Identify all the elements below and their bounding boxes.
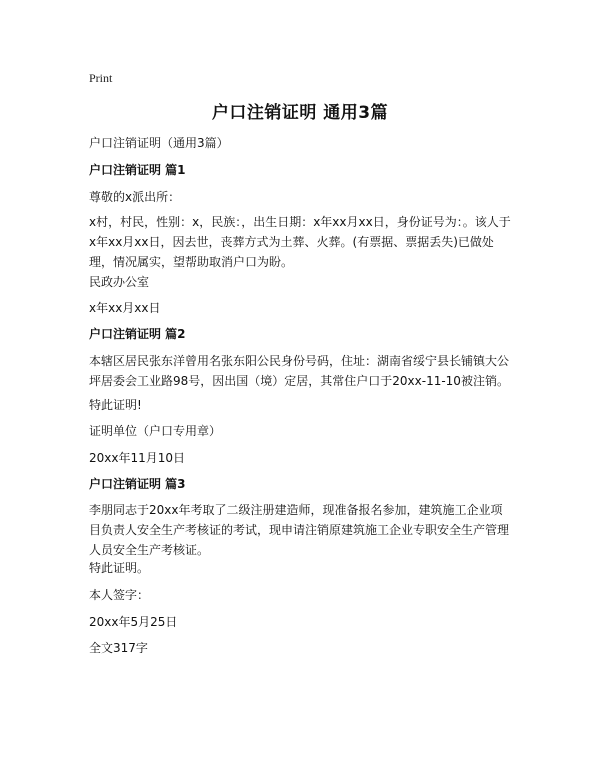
section-2-heading: 户口注销证明 篇2 — [89, 327, 186, 341]
print-label[interactable]: Print — [89, 71, 113, 85]
word-count: 全文317字 — [89, 641, 148, 655]
section-3-body: 李朋同志于20xx年考取了二级注册建造师，现准备报名参加，建筑施工企业项目负责人安全生产考核证的考试，现申请注销原建筑施工企业专职安全生产管理人员安全生产考核证。 — [89, 503, 510, 557]
section-2-closing: 特此证明! — [89, 398, 142, 412]
section-1-heading: 户口注销证明 篇1 — [89, 163, 186, 177]
document-subtitle: 户口注销证明（通用3篇） — [89, 136, 229, 150]
document-title: 户口注销证明 通用3篇 — [211, 103, 389, 123]
section-1-body: x村，村民，性别：x，民族：，出生日期：x年xx月xx日，身份证号为：。该人于x年xx月xx日，因去世，丧葬方式为土葬、火葬。(有票据、票据丢失)已做处理，情况属实，望帮助取消户口为盼。 — [89, 215, 511, 269]
section-3-signature: 本人签字： — [89, 588, 150, 602]
section-3-closing: 特此证明。 — [89, 561, 150, 575]
section-3-date: 20xx年5月25日 — [89, 615, 178, 629]
section-2-date: 20xx年11月10日 — [89, 451, 186, 465]
section-2-body: 本辖区居民张东洋曾用名张东阳公民身份号码，住址：湖南省绥宁县长铺镇大公坪居委会工业路98号，因出国（境）定居，其常住户口于20xx-11-10被注销。 — [89, 354, 510, 388]
section-2-issuer: 证明单位（户口专用章） — [89, 424, 222, 438]
section-1-issuer: 民政办公室 — [89, 275, 150, 289]
section-1-date: x年xx月xx日 — [89, 301, 161, 315]
section-1-greeting: 尊敬的x派出所： — [89, 190, 181, 204]
section-3-heading: 户口注销证明 篇3 — [89, 477, 186, 491]
